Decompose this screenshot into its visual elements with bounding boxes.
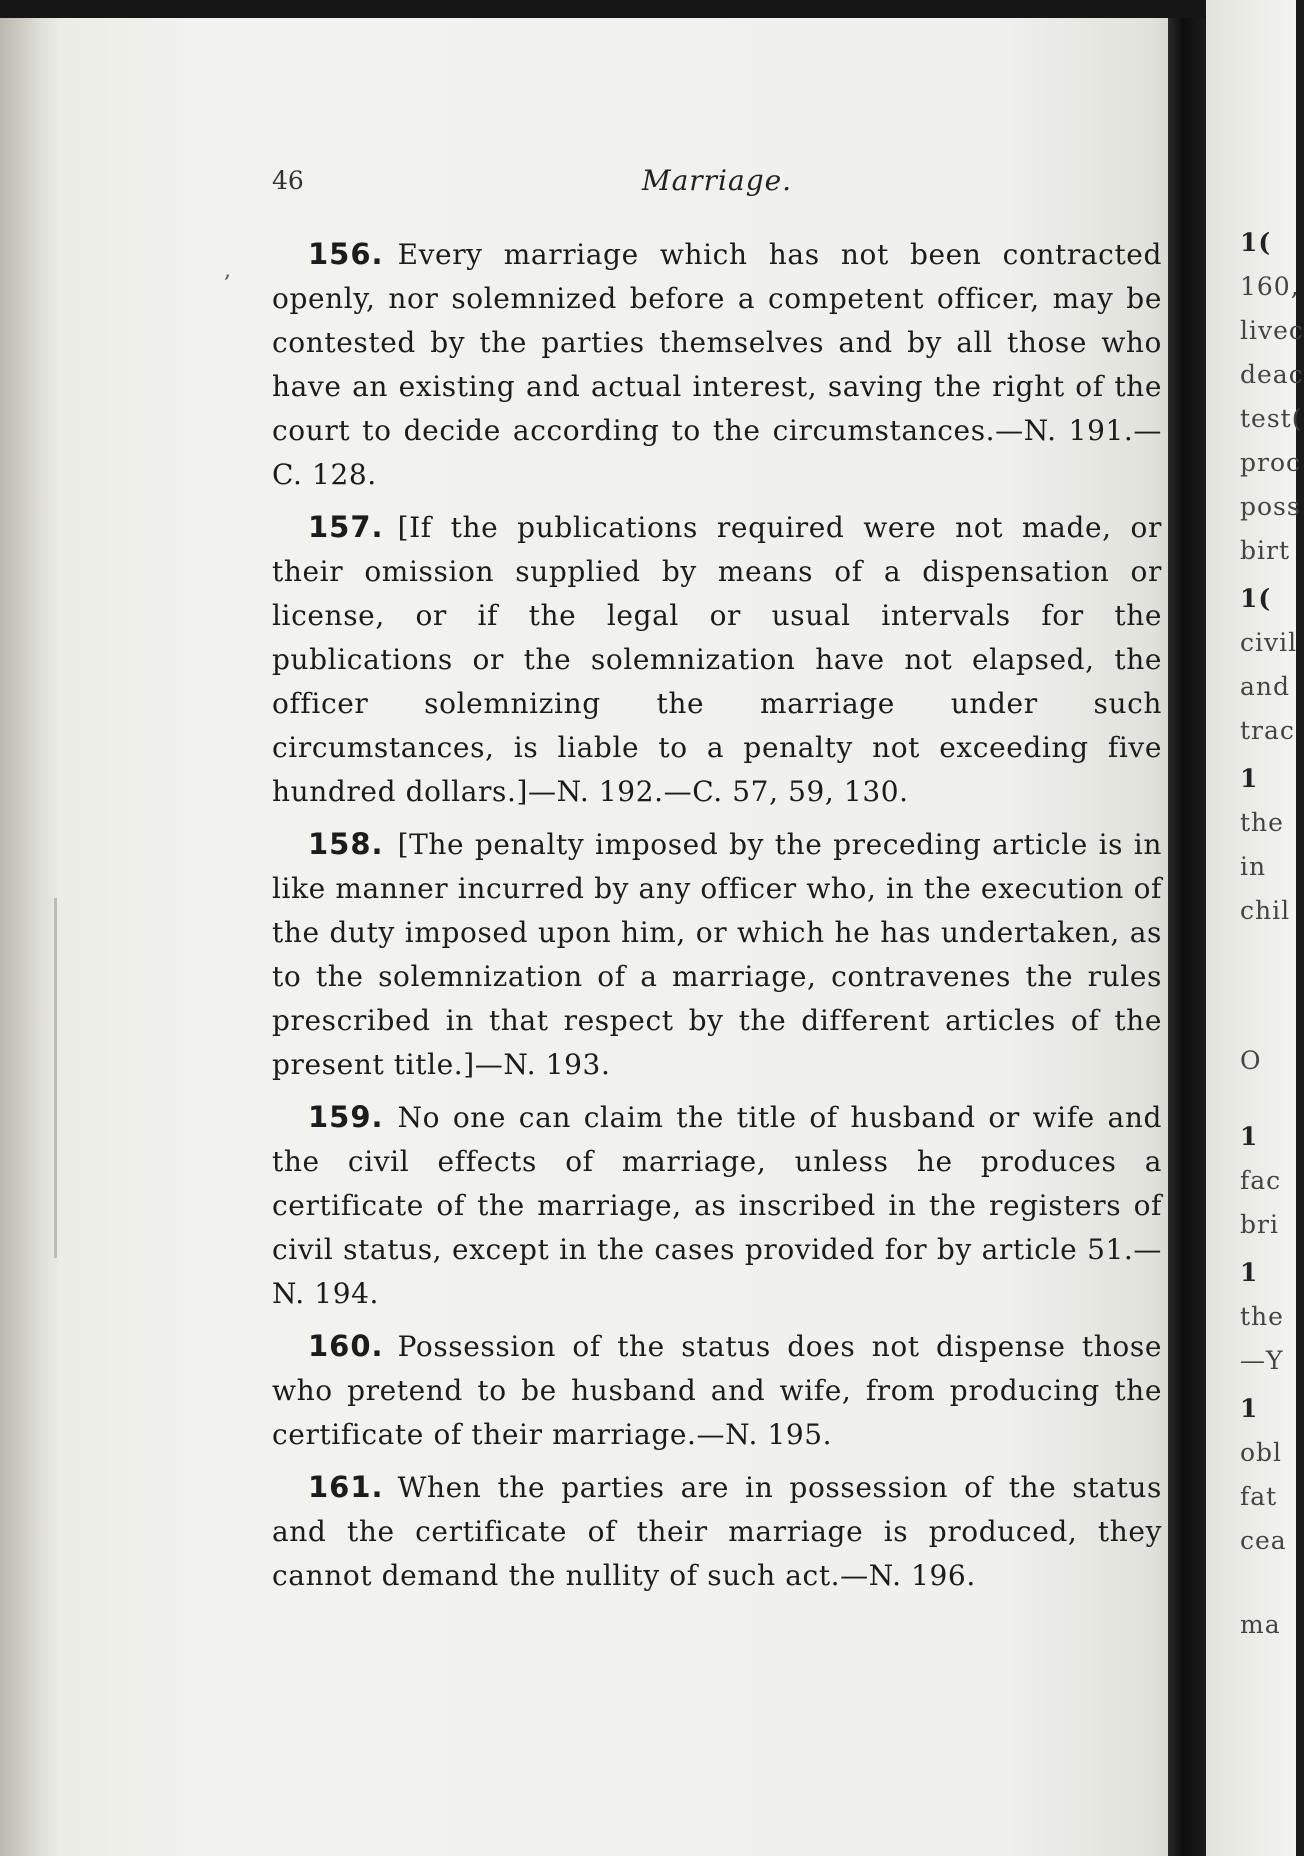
facing-line: birt — [1240, 536, 1290, 565]
facing-line: deac — [1240, 360, 1304, 389]
article-number: 160. — [308, 1329, 384, 1363]
page-edge-mark — [54, 898, 57, 1258]
article-157 — [272, 505, 1162, 814]
facing-line: and — [1240, 672, 1291, 701]
article-160 — [272, 1324, 1162, 1457]
margin-mark: , — [224, 258, 231, 283]
article-number: 158. — [308, 827, 384, 861]
facing-line: cea — [1240, 1526, 1287, 1555]
facing-line: proc — [1240, 448, 1302, 477]
article-text: Possession of the status does not dispense those who pretend to be husband and wife, from producing the certificate of their marriage.—N. 195. — [272, 1330, 1162, 1451]
facing-line: the — [1240, 808, 1284, 837]
facing-line: 1 — [1240, 1394, 1259, 1423]
facing-line: obl — [1240, 1438, 1283, 1467]
article-number: 159. — [308, 1100, 384, 1134]
page-body — [272, 166, 1162, 1606]
page-number: 46 — [272, 166, 304, 195]
article-text: [If the publications required were not made, or their omission supplied by means of a dispensation or license, or if the legal or usual intervals for the publications or the solemnization have not elapsed, the officer solemnizing the marriage under such circumstances, is liable to a penalty not exceeding five hundred dollars.]—N. 192.—C. 57, 59, 130. — [272, 511, 1162, 808]
facing-line: ma — [1240, 1610, 1281, 1639]
facing-line: fac — [1240, 1166, 1282, 1195]
facing-line: the — [1240, 1302, 1284, 1331]
article-text: [The penalty imposed by the preceding article is in like manner incurred by any officer who, in the execution of the duty imposed upon him, or which he has undertaken, as to the solemnization of a marriage, contravenes the rules prescribed in that respect by the different articles of the present title.]—N. 193. — [272, 828, 1162, 1081]
article-number: 161. — [308, 1470, 384, 1504]
facing-line: poss — [1240, 492, 1301, 521]
article-text: Every marriage which has not been contracted openly, nor solemnized before a competent officer, may be contested by the parties themselves and by all those who have an existing and actual interest, saving the right of the court to decide according to the circumstances.—N. 191.—C. 128. — [272, 238, 1162, 491]
facing-line: civil — [1240, 628, 1298, 657]
facing-line: 1 — [1240, 764, 1259, 793]
article-text: When the parties are in possession of the status and the certificate of their marriage is produced, they cannot demand the nullity of such act.—N. 196. — [272, 1471, 1162, 1592]
facing-line: bri — [1240, 1210, 1279, 1239]
facing-line: 1( — [1240, 228, 1272, 257]
page-header — [272, 166, 1162, 212]
facing-line: trac — [1240, 716, 1295, 745]
facing-line: chil — [1240, 896, 1291, 925]
facing-line: 1 — [1240, 1258, 1259, 1287]
article-text: No one can claim the title of husband or wife and the civil effects of marriage, unless he produces a certificate of the marriage, as inscribed in the registers of civil status, except in the cases provided for by article 51.—N. 194. — [272, 1101, 1162, 1310]
facing-page-fragment — [1206, 0, 1304, 1856]
article-number: 157. — [308, 510, 384, 544]
article-159 — [272, 1095, 1162, 1316]
facing-line: 1( — [1240, 584, 1272, 613]
facing-line: test( — [1240, 404, 1303, 433]
book-spine — [1168, 18, 1206, 1856]
facing-line: 160, — [1240, 272, 1300, 301]
facing-line: 1 — [1240, 1122, 1259, 1151]
article-number: 156. — [308, 237, 384, 271]
article-161 — [272, 1465, 1162, 1598]
running-head: Marriage. — [641, 164, 793, 197]
article-158 — [272, 822, 1162, 1087]
facing-line: —Y — [1240, 1346, 1284, 1375]
facing-line: fat — [1240, 1482, 1278, 1511]
facing-line: in — [1240, 852, 1267, 881]
article-156 — [272, 232, 1162, 497]
facing-line: livec — [1240, 316, 1304, 345]
page-gutter-shadow — [0, 18, 60, 1856]
facing-line: O — [1240, 1046, 1262, 1075]
